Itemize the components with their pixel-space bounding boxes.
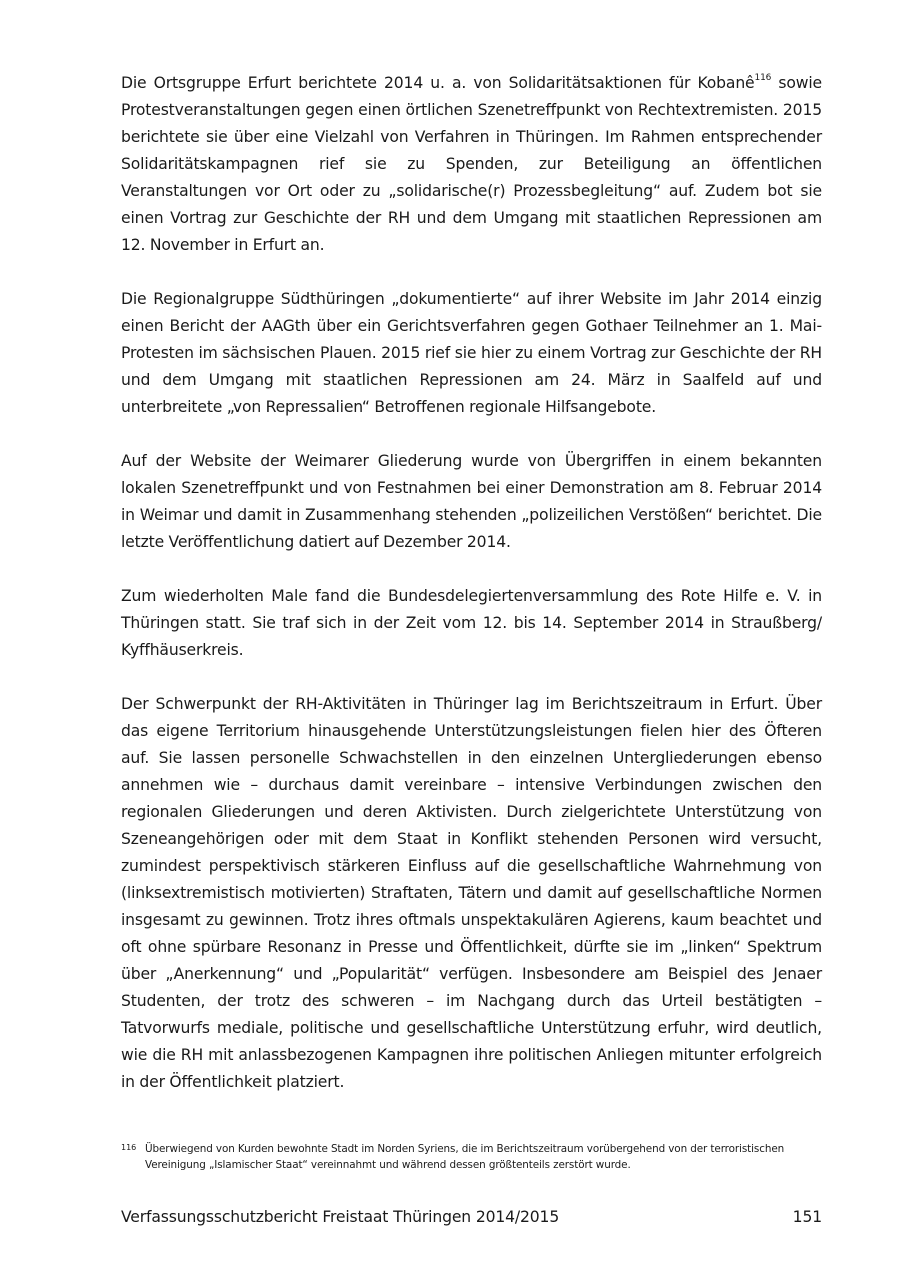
paragraph-bundesdelegiertenversammlung: Zum wiederholten Male fand die Bundesdelegiertenversammlung des Rote Hilfe e. V. in Thüringen statt. Sie traf sich in der Zeit vom 12. bis 14. September 2014 in Straußberg/ Kyffhäuserkreis. [121, 587, 822, 659]
footnote [121, 1141, 822, 1173]
paragraph-schwerpunkt: Der Schwerpunkt der RH-Aktivitäten in Thüringer lag im Berichtszeitraum in Erfurt. Über das eigene Territorium hinausgehende Unterstützungsleistungen fielen hier des Öfteren auf. Sie lassen personelle Schwachstellen in den einzelnen Untergliederungen ebenso annehmen wie – durchaus damit vereinbare – intensive Verbindungen zwischen den regionalen Gliederungen und deren Aktivisten. Durch zielgerichtete Unterstützung von Szeneangehörigen oder mit dem Staat in Konflikt stehenden Personen wird versucht, zumindest perspektivisch stärkeren Einfluss auf die gesellschaftliche Wahrnehmung von (linksextremistisch motivierten) Straftaten, Tätern und damit auf gesellschaftliche Normen insgesamt zu gewinnen. Trotz ihres oftmals unspektakulären Agierens, kaum beachtet und oft ohne spürbare Resonanz in Presse und Öffentlichkeit, dürfte sie im „linken“ Spektrum über „Anerkennung“ und „Popularität“ verfügen. Insbesondere am Beispiel des Jenaer Studenten, der trotz des schweren – im Nachgang durch das Urteil bestätigten – Tatvorwurfs mediale, politische und gesellschaftliche Unterstützung erfuhr, wird deutlich, wie die RH mit anlassbezogenen Kampagnen ihre politischen Anliegen mitunter erfolgreich in der Öffentlichkeit platziert. [121, 695, 822, 1091]
paragraph-weimar: Auf der Website der Weimarer Gliederung wurde von Übergriffen in einem bekannten lokalen Szenetreffpunkt und von Festnahmen bei einer Demonstration am 8. Februar 2014 in Weimar und damit in Zusammenhang stehenden „polizeilichen Verstößen“ berichtet. Die letzte Veröffentlichung datiert auf Dezember 2014. [121, 452, 822, 551]
footnote-reference[interactable]: 116 [754, 72, 772, 83]
paragraph-suedthueringen: Die Regionalgruppe Südthüringen „dokumentierte“ auf ihrer Website im Jahr 2014 einzig einen Bericht der AAGth über ein Gerichtsverfahren gegen Gothaer Teilnehmer an 1. Mai-Protesten im sächsischen Plauen. 2015 rief sie hier zu einem Vortrag zur Geschichte der RH und dem Umgang mit staatlichen Repressionen am 24. März in Saalfeld auf und unterbreitete „von Repressalien“ Betroffenen regionale Hilfsangebote. [121, 290, 822, 416]
footer-title: Verfassungsschutzbericht Freistaat Thüringen 2014/2015 [121, 1208, 560, 1226]
footnote-number: 116 [121, 1143, 137, 1152]
paragraph-erfurt [121, 70, 822, 259]
paragraph-text: sowie Protestveranstaltungen gegen einen örtlichen Szenetreffpunkt von Rechtextremisten. 2015 berichtete sie über eine Vielzahl von Verfahren in Thüringen. Im Rahmen entsprechender Solidaritätskampagnen rief sie zu Spenden, zur Beteiligung an öffentlichen Veranstaltungen vor Ort oder zu „solidarische(r) Prozessbegleitung“ auf. Zudem bot sie einen Vortrag zur Geschichte der RH und dem Umgang mit staatlichen Repressionen am 12. November in Erfurt an. [121, 74, 823, 254]
page-number: 151 [792, 1208, 822, 1226]
footnote-text: Überwiegend von Kurden bewohnte Stadt im Norden Syriens, die im Berichtszeitraum vorübergehend von der terroristischen Vereinigung „Islamischer Staat“ vereinnahmt und während dessen größtenteils zerstört wurde. [145, 1143, 785, 1171]
paragraph-text: Die Ortsgruppe Erfurt berichtete 2014 u. a. von Solidaritätsaktionen für Kobanê [121, 74, 755, 92]
page-footer [121, 1206, 822, 1228]
page-body [121, 70, 822, 1123]
